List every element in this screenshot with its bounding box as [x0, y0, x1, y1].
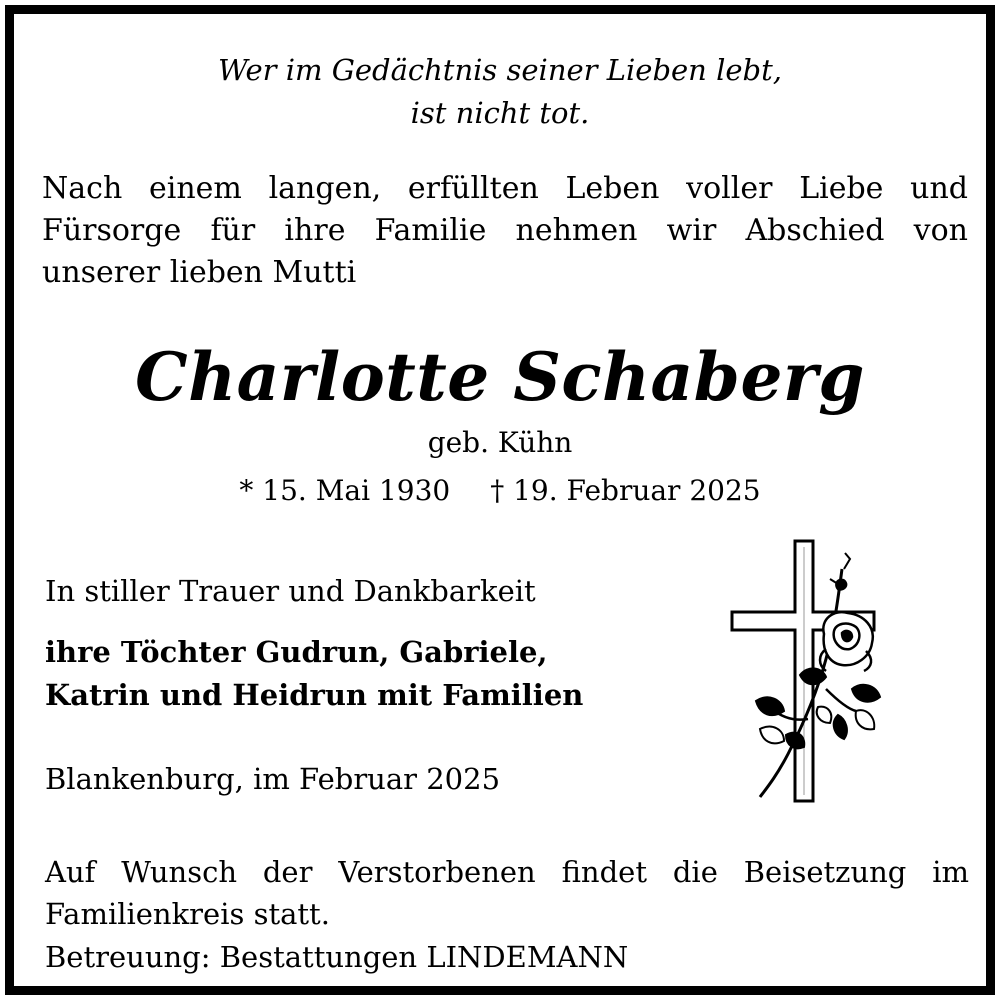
mourners-line-1: ihre Töchter Gudrun, Gabriele, — [45, 635, 548, 669]
intro-line-2: Fürsorge für ihre Familie nehmen wir Abschied von — [42, 213, 968, 248]
intro-line-1: Nach einem langen, erfüllten Leben voller Liebe und — [42, 171, 968, 206]
cross-with-rose-icon — [726, 539, 886, 804]
death-date: † 19. Februar 2025 — [490, 474, 761, 507]
intro-line-3: unserer lieben Mutti — [42, 255, 357, 290]
intro-paragraph — [42, 168, 968, 294]
mourners-line-2: Katrin und Heidrun mit Familien — [45, 678, 584, 712]
place-date: Blankenburg, im Februar 2025 — [45, 762, 501, 796]
obituary-notice — [5, 5, 995, 995]
birth-date: * 15. Mai 1930 — [239, 474, 451, 507]
maiden-name: geb. Kühn — [427, 426, 573, 459]
undertaker: Betreuung: Bestattungen LINDEMANN — [45, 940, 629, 974]
deceased-name: Charlotte Schaberg — [135, 338, 865, 416]
motto-line-1: Wer im Gedächtnis seiner Lieben lebt, — [218, 53, 782, 87]
motto-line-2: ist nicht tot. — [410, 96, 590, 130]
life-dates — [14, 473, 986, 509]
burial-note — [45, 851, 969, 935]
mourners-names — [45, 631, 583, 717]
mourners-intro: In stiller Trauer und Dankbarkeit — [45, 574, 536, 608]
burial-note-line-2: Familienkreis statt. — [45, 897, 330, 931]
burial-note-line-1: Auf Wunsch der Verstorbenen findet die Beisetzung im — [45, 855, 969, 889]
